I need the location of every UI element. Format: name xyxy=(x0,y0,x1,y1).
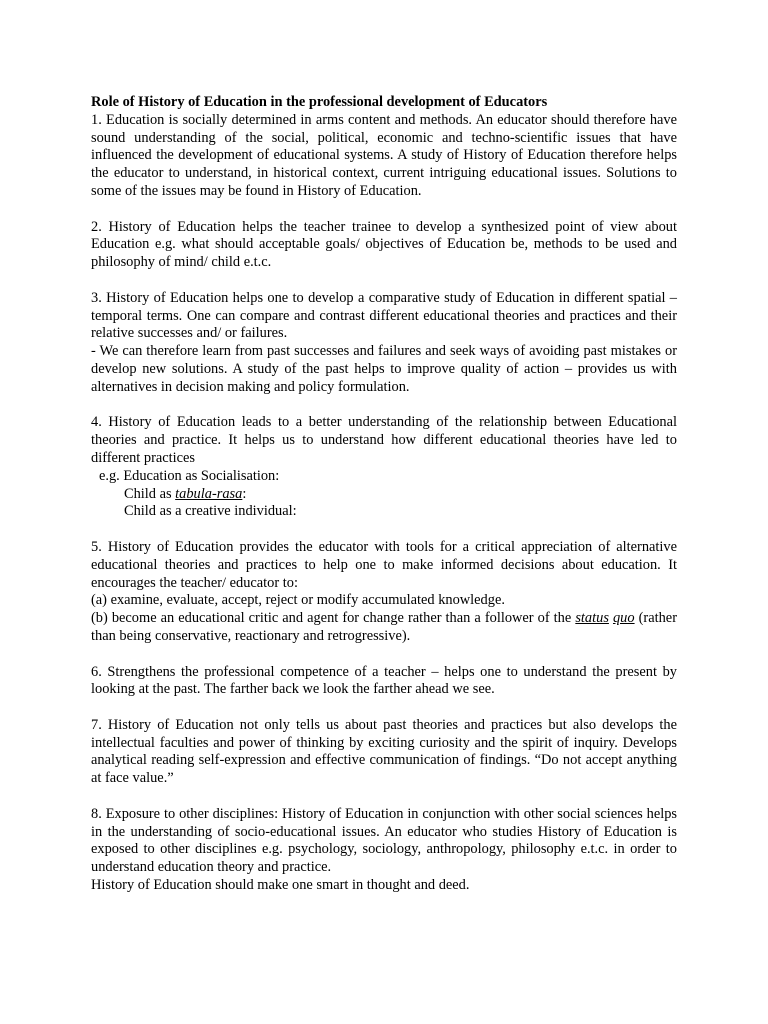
paragraph-8: 8. Exposure to other disciplines: History of Education in conjunction with other social sciences helps in the understanding of socio-educational issues. An educator who studies History of Education is exposed to other disciplines e.g. psychology, sociology, anthropology, philosophy e.t.c. in order to understand education theory and practice. xyxy=(91,805,677,876)
paragraph-5b-suffix: (rather than being conservative, reactionary and retrogressive). xyxy=(91,610,677,644)
paragraph-4-child-1 xyxy=(91,486,677,504)
paragraph-4: 4. History of Education leads to a better understanding of the relationship between Educational theories and practice. It helps us to understand how different educational theories have led to different practices xyxy=(91,414,677,466)
paragraph-5b-prefix: (b) become an educational critic and agent for change rather than a follower of the xyxy=(91,610,576,627)
status-term: status xyxy=(575,610,609,627)
paragraph-5: 5. History of Education provides the educator with tools for a critical appreciation of alternative educational theories and practices to help one to make informed decisions about education. It encourages the teacher/ educator to: xyxy=(91,538,677,591)
paragraph-7: 7. History of Education not only tells us about past theories and practices but also develops the intellectual faculties and power of thinking by exciting curiosity and the spirit of inquiry. Develops analytical reading self-expression and effective communication of findings. “Do not accept anything at face value.” xyxy=(91,716,677,787)
paragraph-3: 3. History of Education helps one to develop a comparative study of Education in different spatial – temporal terms. One can compare and contrast different educational theories and practices and their relative successes and/ or failures. xyxy=(91,289,677,342)
paragraph-4-child-2: Child as a creative individual: xyxy=(124,503,297,520)
paragraph-4-example: e.g. Education as Socialisation: xyxy=(99,467,280,484)
paragraph-3-note: - We can therefore learn from past successes and failures and seek ways of avoiding past mistakes or develop new solutions. A study of the past helps to improve quality of action – provides us with alternatives in decision making and policy formulation. xyxy=(91,343,677,395)
paragraph-2: 2. History of Education helps the teacher trainee to develop a synthesized point of view about Education e.g. what should acceptable goals/ objectives of Education be, methods to be used and philosophy of mind/ child e.t.c. xyxy=(91,218,677,271)
tabula-rasa-term: tabula-rasa xyxy=(175,485,243,502)
paragraph-gap xyxy=(91,521,677,539)
paragraph-gap xyxy=(91,699,677,717)
paragraph-1: 1. Education is socially determined in arms content and methods. An educator should therefore have sound understanding of the social, political, economic and techno-scientific issues that have influenced the development of educational systems. A study of History of Education therefore helps the educator to understand, in historical context, current intriguing educational issues. Solutions to some of the issues may be found in History of Education. xyxy=(91,111,677,199)
paragraph-gap xyxy=(91,397,677,415)
child-1-suffix: : xyxy=(242,485,247,502)
document-title: Role of History of Education in the professional development of Educators xyxy=(91,94,548,110)
document-page xyxy=(91,94,677,895)
child-1-prefix: Child as xyxy=(124,485,176,502)
paragraph-gap xyxy=(91,646,677,664)
paragraph-gap xyxy=(91,201,677,219)
paragraph-5a: (a) examine, evaluate, accept, reject or modify accumulated knowledge. xyxy=(91,592,505,609)
paragraph-8-conclusion: History of Education should make one smart in thought and deed. xyxy=(91,877,470,894)
paragraph-gap xyxy=(91,272,677,290)
paragraph-5b xyxy=(91,610,677,646)
quo-term: quo xyxy=(612,610,635,627)
paragraph-gap xyxy=(91,788,677,806)
paragraph-6: 6. Strengthens the professional competence of a teacher – helps one to understand the present by looking at the past. The farther back we look the farther ahead we see. xyxy=(91,663,677,698)
